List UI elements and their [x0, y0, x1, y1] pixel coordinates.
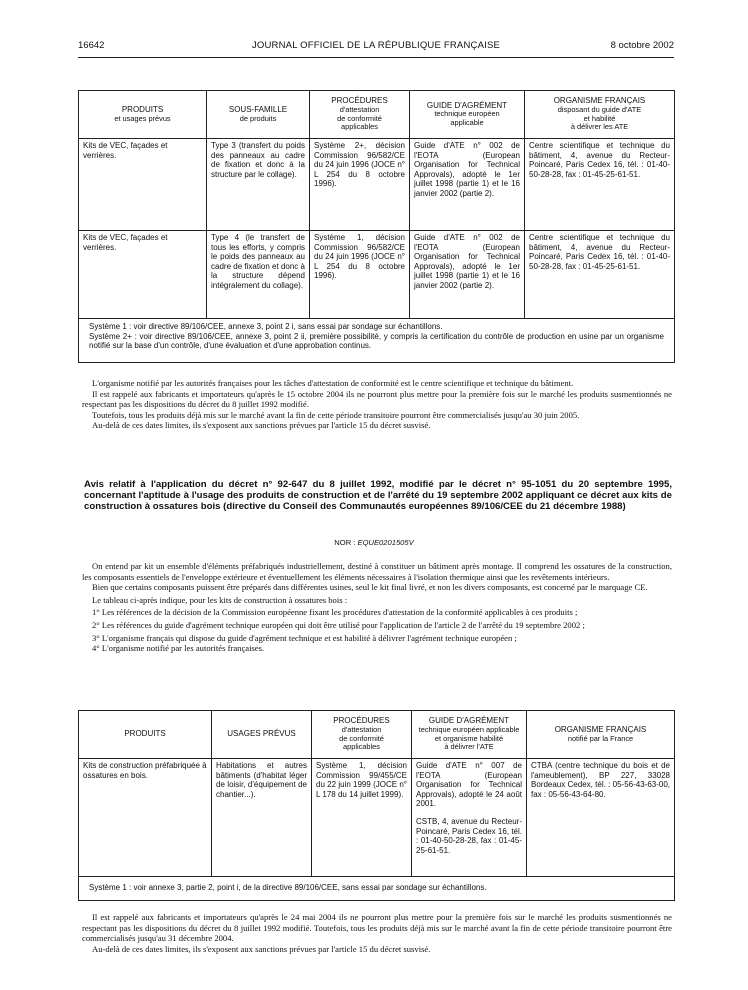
- table-row: [79, 231, 675, 319]
- list-item: 4° L'organisme notifié par les autorités françaises.: [92, 643, 265, 654]
- cell-sous-famille: Type 4 (le transfert de tous les efforts, y compris le poids des panneaux au cadre de fixation et donc à la structure dépend intégralement du collage).: [207, 231, 310, 319]
- col-header-sous-famille: SOUS-FAMILLE de produits: [207, 91, 310, 139]
- nor-code: EQUE0201505V: [357, 538, 414, 547]
- table-row: [79, 139, 675, 231]
- paragraph: Il est rappelé aux fabricants et importateurs qu'après le 15 octobre 2004 ils ne pourront plus mettre pour la première fois sur le marché les produits susmentionnés ne respectant pas les dispositions du décret du 8 juillet 1992 modifié.: [82, 388, 672, 410]
- running-header: [78, 40, 674, 56]
- col-header-procedures: PROCÉDURES d'attestation de conformité applicables: [312, 711, 412, 759]
- cell-procedures: Système 1, décision Commission 99/455/CE du 22 juin 1999 (JOCE n° L 178 du 14 juillet 1999).: [312, 759, 412, 877]
- col-header-produits: PRODUITS: [79, 711, 212, 759]
- table-header-row: [79, 711, 675, 759]
- note-systeme-2plus: Système 2+ : voir directive 89/106/CEE, annexe 3, point 2 ii, première possibilité, y compris la certification du contrôle de production en usine par un organisme notifié sur la base d'un contrôle, d'une évaluation et d'une approbation continus.: [89, 331, 664, 350]
- cell-guide: [412, 759, 527, 877]
- paragraph: Toutefois, tous les produits déjà mis sur le marché avant la fin de cette période transitoire pourront être commercialisés jusqu'au 30 juin 2005.: [92, 409, 580, 420]
- issue-date: 8 octobre 2002: [610, 40, 674, 51]
- cell-organisme: Centre scientifique et technique du bâtiment, 4, avenue du Recteur-Poincaré, Paris Cedex 16, tél. : 01-40-50-28-28, fax : 01-45-25-61-51.: [525, 231, 675, 319]
- cell-procedures: Système 1, décision Commission 96/582/CE du 24 juin 1996 (JOCE n° L 254 du 8 octobre 1996).: [310, 231, 410, 319]
- col-header-produits: PRODUITS et usages prévus: [79, 91, 207, 139]
- paragraph: Au-delà de ces dates limites, ils s'exposent aux sanctions prévues par l'article 15 du décret susvisé.: [92, 943, 431, 954]
- nor-reference: [0, 538, 748, 547]
- cell-procedures: Système 2+, décision Commission 96/582/CE du 24 juin 1996 (JOCE n° L 254 du 8 octobre 1996).: [310, 139, 410, 231]
- guide-organisme: CSTB, 4, avenue du Recteur-Poincaré, Paris Cedex 16, tél. : 01-40-50-28-28, fax : 01-45-25-61-51.: [416, 816, 522, 855]
- paragraph-block-2: [82, 561, 672, 654]
- table-notes-row: [79, 319, 675, 363]
- paragraph: Le tableau ci-après indique, pour les kits de construction à ossatures bois :: [92, 594, 348, 605]
- cell-guide: Guide d'ATE n° 002 de l'EOTA (European Organisation for Technical Approvals), adopté le 1er juillet 1998 (partie 1) et le 16 janvier 2002 (partie 2).: [410, 139, 525, 231]
- col-header-organisme: ORGANISME FRANÇAIS disposant du guide d'ATE et habilité à délivrer les ATE: [525, 91, 675, 139]
- cell-organisme: Centre scientifique et technique du bâtiment, 4, avenue du Recteur-Poincaré, Paris Cedex 16, tél. : 01-40-50-28-28, fax : 01-45-25-61-51.: [525, 139, 675, 231]
- cell-usages: Habitations et autres bâtiments (d'habitat léger de loisir, d'équipement de chantier...).: [212, 759, 312, 877]
- paragraph: On entend par kit un ensemble d'éléments préfabriqués industriellement, destiné à constituer un bâtiment après montage. Il comprend les ossatures de la construction, les composants essentiels de l'enveloppe extérieure et éventuellement les éléments nécessaires à l'isolation thermique ainsi que les revêtements intérieurs.: [82, 561, 672, 582]
- paragraph: Au-delà de ces dates limites, ils s'exposent aux sanctions prévues par l'article 15 du décret susvisé.: [92, 420, 431, 431]
- page-number: 16642: [78, 40, 105, 51]
- col-header-usages: USAGES PRÉVUS: [212, 711, 312, 759]
- cell-organisme: CTBA (centre technique du bois et de l'ameublement), BP 227, 33028 Bordeaux Cedex, tél. : 05-56-43-63-00, fax : 05-56-43-64-80.: [527, 759, 675, 877]
- table-header-row: [79, 91, 675, 139]
- paragraph: Il est rappelé aux fabricants et importateurs qu'après le 24 mai 2004 ils ne pourront plus mettre pour la première fois sur le marché les produits susmentionnés ne respectant pas les dispositions du décret du 8 juillet 1992 modifié. Toutefois, tous les produits déjà mis sur le marché avant la fin de cette période transitoire pourront être commercialisés jusqu'au 31 décembre 2004.: [82, 912, 672, 944]
- list-item: 3° L'organisme français qui dispose du guide d'agrément technique et est habilité à délivrer l'agrément technique européen ;: [92, 632, 517, 643]
- paragraph-block-3: [82, 912, 672, 954]
- cell-produits: Kits de construction préfabriquée à ossatures en bois.: [79, 759, 212, 877]
- nor-label: NOR :: [334, 538, 356, 547]
- cell-produits: Kits de VEC, façades et verrières.: [79, 231, 207, 319]
- table-notes: [79, 319, 675, 363]
- col-header-organisme: ORGANISME FRANÇAIS notifié par la France: [527, 711, 675, 759]
- col-header-guide: GUIDE D'AGRÉMENT technique européen applicable et organisme habilité à délivrer l'ATE: [412, 711, 527, 759]
- note-systeme-1: Système 1 : voir annexe 3, partie 2, point i, de la directive 89/106/CEE, sans essai par sondage sur échantillons.: [89, 883, 487, 892]
- list-item: 2° Les références du guide d'agrément technique européen qui doit être utilisé pour l'application de l'article 2 de l'arrêté du 19 septembre 2002 ;: [92, 619, 585, 630]
- journal-title: JOURNAL OFFICIEL DE LA RÉPUBLIQUE FRANÇAISE: [251, 40, 501, 51]
- cell-guide: Guide d'ATE n° 002 de l'EOTA (European Organisation for Technical Approvals), adopté le 1er juillet 1998 (partie 1) et le 16 janvier 2002 (partie 2).: [410, 231, 525, 319]
- note-systeme-1: Système 1 : voir directive 89/106/CEE, annexe 3, point 2 i, sans essai par sondage sur échantillons.: [89, 322, 443, 331]
- header-rule: [78, 57, 674, 58]
- paragraph: L'organisme notifié par les autorités françaises pour les tâches d'attestation de conformité est le centre scientifique et technique du bâtiment.: [92, 378, 574, 388]
- cell-sous-famille: Type 3 (transfert du poids des panneaux au cadre de fixation et donc à la structure par le collage).: [207, 139, 310, 231]
- paragraph-block-1: [82, 378, 672, 431]
- table-notes: [79, 877, 675, 901]
- guide-reference: Guide d'ATE n° 007 de l'EOTA (European Organisation for Technical Approvals), adopté le 24 août 2001.: [416, 761, 522, 809]
- table-row: [79, 759, 675, 877]
- table-wood-kits: [78, 710, 675, 901]
- col-header-procedures: PROCÉDURES d'attestation de conformité applicables: [310, 91, 410, 139]
- paragraph: Bien que certains composants puissent être préparés dans différentes usines, seul le kit final livré, et non les divers composants, est concerné par le marquage CE.: [92, 582, 648, 593]
- table-vec-kits: [78, 90, 675, 363]
- cell-produits: Kits de VEC, façades et verrières.: [79, 139, 207, 231]
- table-notes-row: [79, 877, 675, 901]
- col-header-guide: GUIDE D'AGRÉMENT technique européen applicable: [410, 91, 525, 139]
- list-item: 1° Les références de la décision de la Commission européenne fixant les procédures d'attestation de la conformité applicables à ces produits ;: [92, 607, 578, 618]
- notice-title: Avis relatif à l'application du décret n° 92-647 du 8 juillet 1992, modifié par le décret n° 95-1051 du 20 septembre 1995, concernant l'aptitude à l'usage des produits de construction et de l'arrêté du 19 septembre 2002 appliquant ce décret aux kits de construction à ossatures bois (directive du Conseil des Communautés européennes 89/106/CEE du 21 décembre 1988): [84, 479, 672, 512]
